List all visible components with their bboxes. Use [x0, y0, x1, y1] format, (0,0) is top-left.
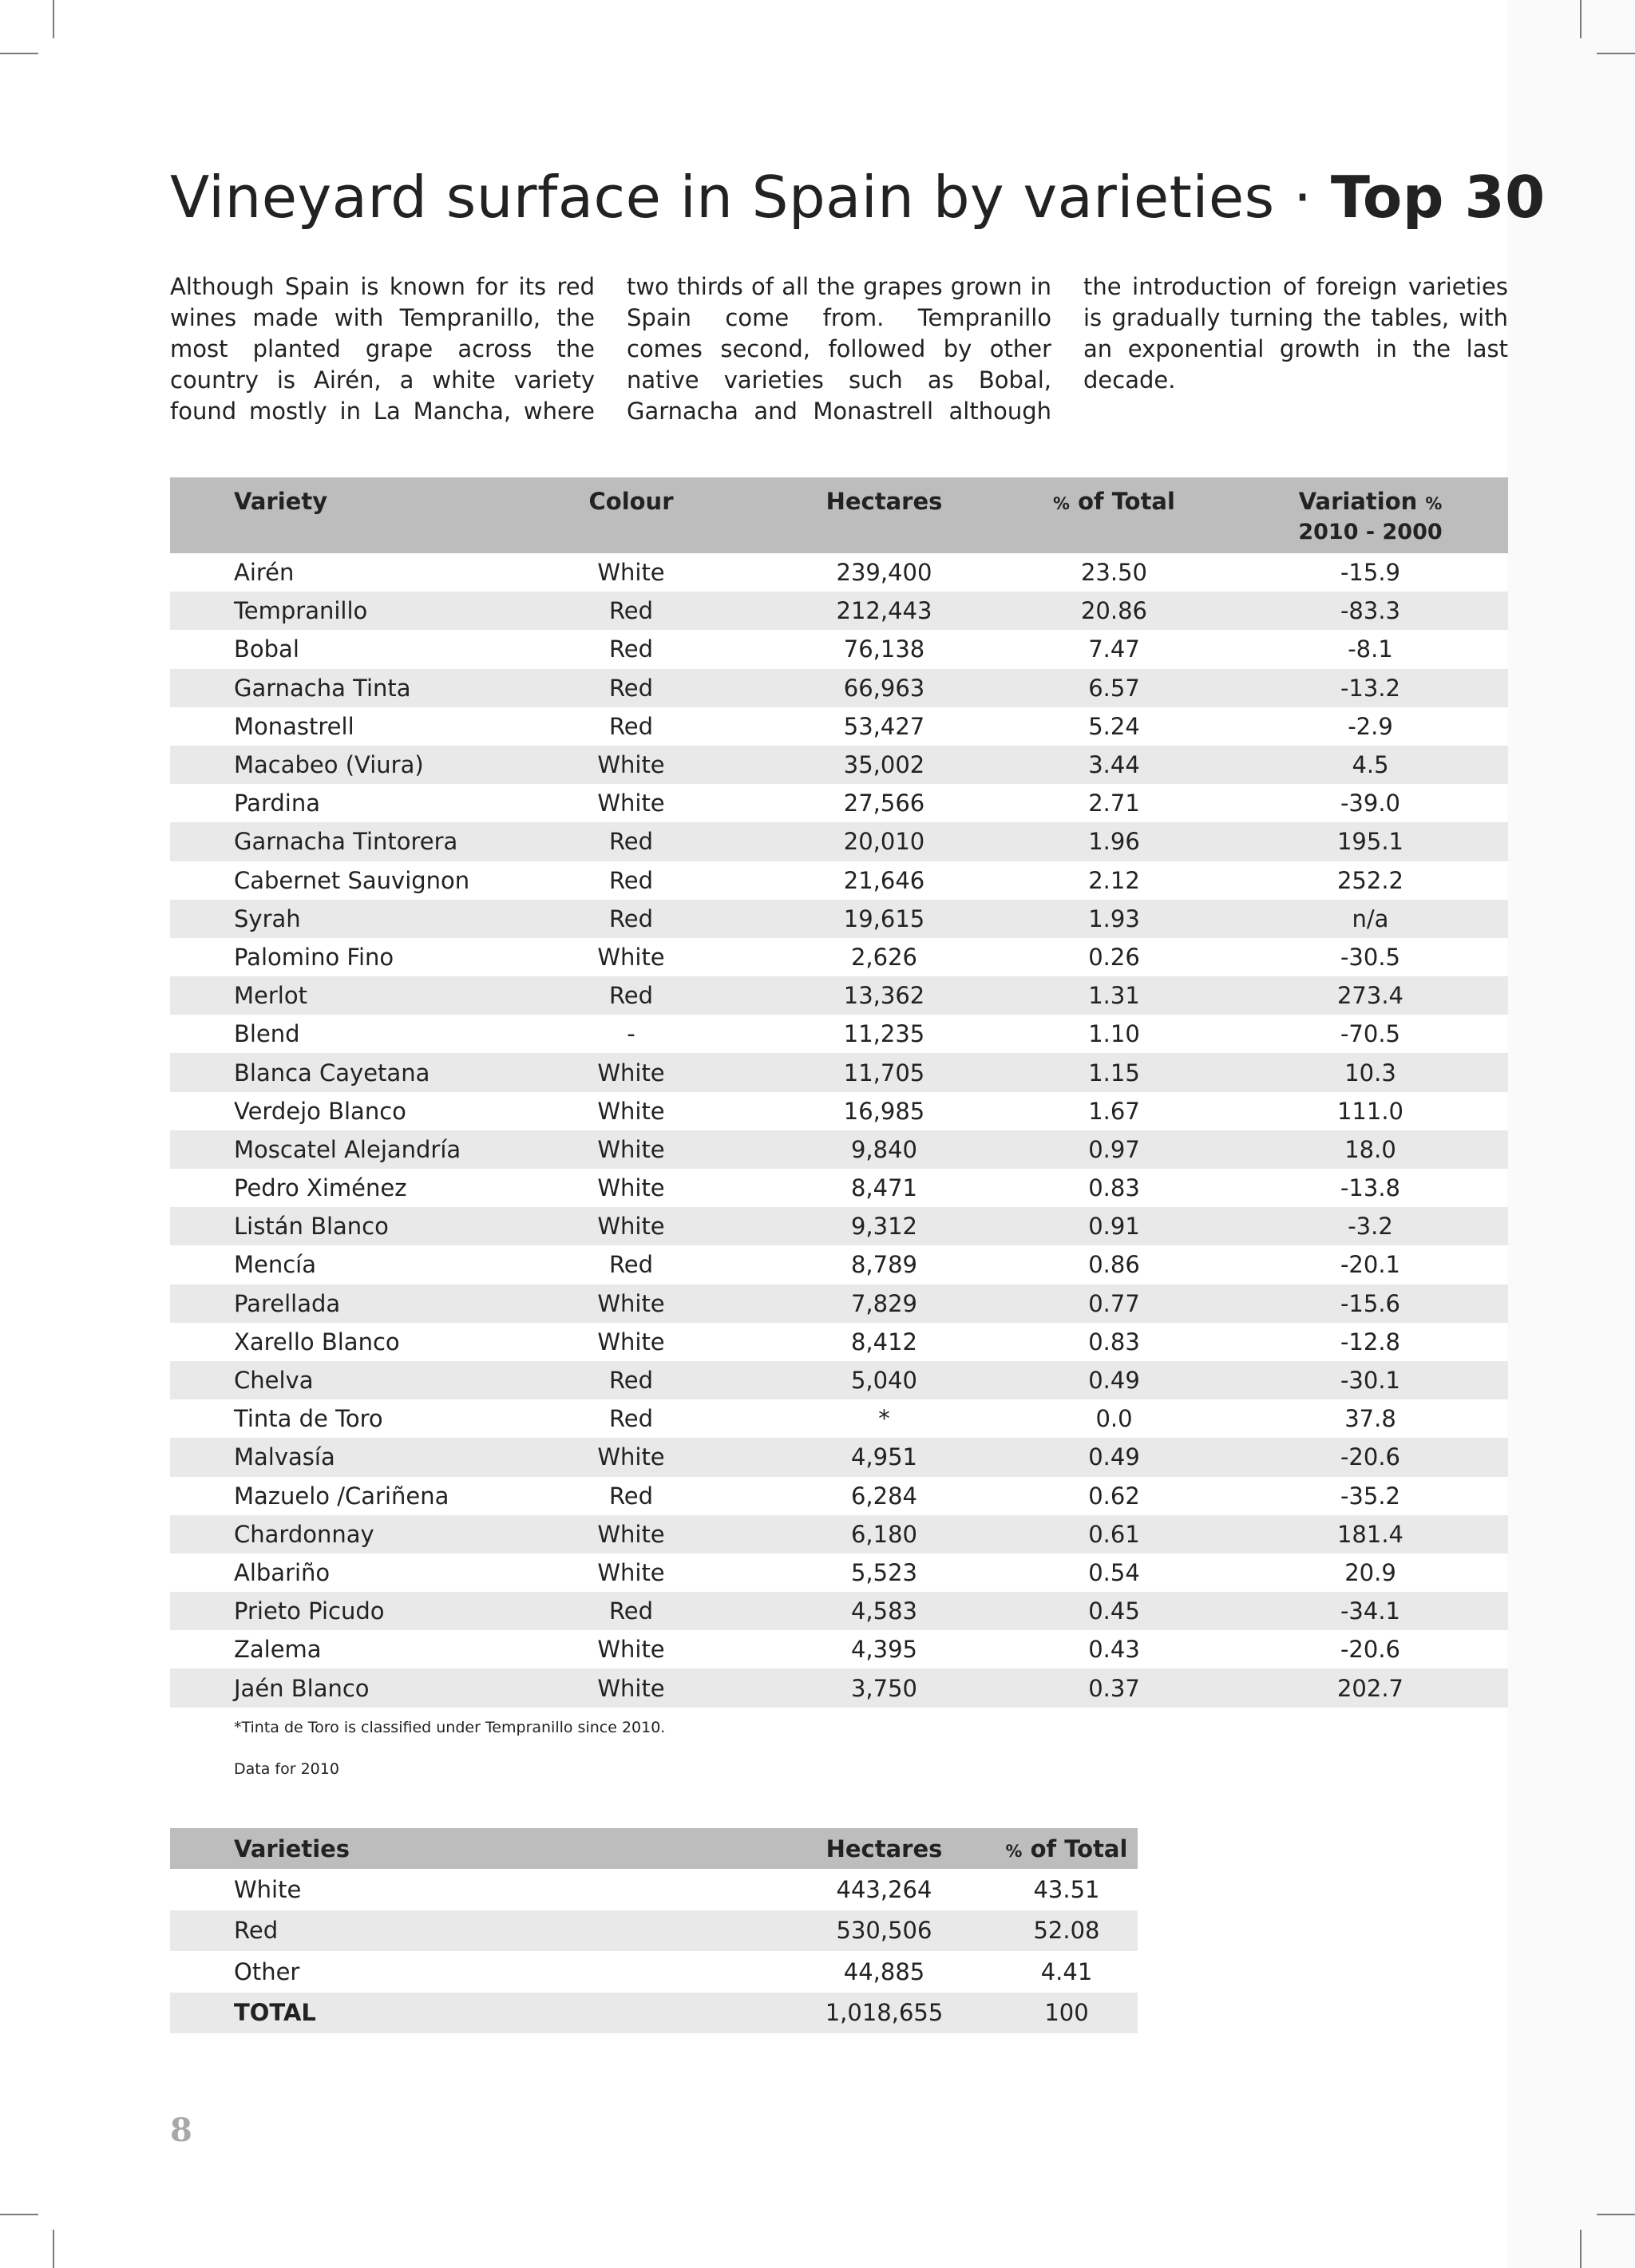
table-row [170, 1284, 1508, 1323]
colour-cell: White [597, 1636, 665, 1664]
percent-cell: 100 [996, 1993, 1138, 2034]
variety-cell: Albariño [234, 1558, 331, 1586]
percent-cell: 0.43 [1088, 1636, 1140, 1664]
table-row [170, 1053, 1508, 1091]
percent-label: of Total [1030, 1835, 1128, 1862]
variety-cell: Pardina [234, 790, 320, 817]
variation-cell: -13.2 [1233, 669, 1508, 707]
table-row [170, 1361, 1508, 1399]
table-row [170, 1438, 1508, 1476]
variety-cell: Macabeo (Viura) [170, 746, 489, 784]
variation-cell: -15.6 [1233, 1284, 1508, 1323]
varieties-cell: Red [170, 1910, 773, 1952]
page-number: 8 [170, 2112, 192, 2149]
colour-cell: Red [489, 1592, 773, 1630]
colour-cell: White [597, 1558, 665, 1586]
crop-mark [0, 2214, 38, 2215]
percent-cell: 4.41 [1040, 1957, 1093, 1985]
variation-cell: -3.2 [1233, 1207, 1508, 1245]
hectares-cell: 3,750 [773, 1668, 996, 1707]
variation-cell: 10.3 [1233, 1053, 1508, 1091]
colour-cell: Red [489, 592, 773, 630]
colour-cell: White [489, 1207, 773, 1245]
table-row [170, 630, 1508, 668]
header-percent-total [996, 477, 1233, 553]
percent-cell: 6.57 [996, 669, 1233, 707]
hectares-cell: 5,523 [850, 1558, 918, 1586]
variation-cell: 111.0 [1336, 1097, 1404, 1125]
header-hectares: Hectares [773, 477, 996, 553]
table-row [170, 822, 1508, 861]
colour-cell: Red [489, 1361, 773, 1399]
colour-cell: Red [608, 1251, 654, 1279]
percent-cell: 0.97 [996, 1130, 1233, 1169]
variety-cell: Jaén Blanco [170, 1668, 489, 1707]
variation-cell: -8.1 [1348, 635, 1393, 663]
variety-cell: Parellada [170, 1284, 489, 1323]
table-row [170, 861, 1508, 900]
variety-cell: Garnacha Tintorera [170, 822, 489, 861]
percent-cell: 43.51 [1033, 1875, 1100, 1903]
hectares-cell: 7,829 [773, 1284, 996, 1323]
page-title [170, 164, 1546, 231]
hectares-cell: 6,284 [850, 1482, 918, 1510]
hectares-cell: 1,018,655 [773, 1993, 996, 2034]
percent-cell: 7.47 [1088, 635, 1140, 663]
colour-cell: Red [608, 866, 654, 894]
percent-cell: 0.86 [1088, 1251, 1140, 1279]
totals-table [170, 1828, 1138, 2033]
colour-cell: White [597, 559, 665, 587]
table-row [170, 1015, 1508, 1053]
variety-cell: Cabernet Sauvignon [234, 866, 470, 894]
table-row [170, 669, 1508, 707]
hectares-cell: 4,395 [850, 1636, 918, 1664]
variety-cell: Airén [234, 559, 295, 587]
hectares-cell: 11,235 [843, 1020, 925, 1048]
variation-cell: -15.9 [1340, 559, 1401, 587]
hectares-cell: 21,646 [843, 866, 925, 894]
table-row [170, 938, 1508, 976]
hectares-cell: 8,789 [850, 1251, 918, 1279]
percent-cell: 0.49 [996, 1438, 1233, 1476]
hectares-cell: 530,506 [773, 1910, 996, 1952]
hectares-cell: 5,040 [773, 1361, 996, 1399]
crop-mark [0, 53, 38, 54]
variety-cell: Tempranillo [170, 592, 489, 630]
table-row [170, 1515, 1508, 1554]
colour-cell: Red [489, 669, 773, 707]
hectares-cell: 53,427 [843, 712, 925, 740]
colour-cell: White [597, 1097, 665, 1125]
colour-cell: White [597, 1174, 665, 1202]
colour-cell: White [597, 943, 665, 971]
variety-cell: Prieto Picudo [170, 1592, 489, 1630]
table-row [170, 900, 1508, 938]
hectares-cell: 2,626 [850, 943, 918, 971]
variety-cell: Blend [234, 1020, 300, 1048]
hectares-cell: 20,010 [773, 822, 996, 861]
variety-cell: Mencía [234, 1251, 317, 1279]
totals-row [170, 1951, 1138, 1993]
variation-cell: -13.8 [1340, 1174, 1401, 1202]
hectares-cell: 16,985 [843, 1097, 925, 1125]
percent-cell: 2.71 [1088, 790, 1140, 817]
hectares-cell: 76,138 [843, 635, 925, 663]
varieties-cell: TOTAL [170, 1993, 773, 2034]
variation-label: Variation [1298, 488, 1418, 515]
variety-cell: Palomino Fino [234, 943, 394, 971]
variety-cell: Pedro Ximénez [234, 1174, 407, 1202]
table-row [170, 553, 1508, 592]
percent-cell: 2.12 [1088, 866, 1140, 894]
header-varieties: Varieties [170, 1828, 773, 1869]
title-bold: Top 30 [1330, 164, 1546, 231]
header-totals-percent [996, 1828, 1138, 1869]
table-header-row [170, 477, 1508, 553]
percent-cell: 3.44 [996, 746, 1233, 784]
variation-cell: 202.7 [1233, 1668, 1508, 1707]
table-row [170, 1630, 1508, 1668]
table-row [170, 1323, 1508, 1361]
hectares-cell: 8,412 [850, 1328, 918, 1356]
table-row [170, 1092, 1508, 1130]
table-row [170, 1668, 1508, 1707]
hectares-cell: 44,885 [843, 1957, 925, 1985]
percent-cell: 0.61 [996, 1515, 1233, 1554]
variation-cell: -30.1 [1233, 1361, 1508, 1399]
variety-cell: Blanca Cayetana [170, 1053, 489, 1091]
footnote: *Tinta de Toro is classified under Tempranillo since 2010. [234, 1719, 666, 1736]
variety-cell: Mazuelo /Cariñena [234, 1482, 449, 1510]
percent-symbol: % [1005, 1842, 1023, 1861]
variation-percent-symbol: % [1425, 494, 1443, 513]
percent-cell: 1.15 [996, 1053, 1233, 1091]
page-edge-shade [1507, 0, 1635, 2268]
variety-cell: Chelva [170, 1361, 489, 1399]
table-row [170, 1554, 1508, 1592]
colour-cell: Red [489, 900, 773, 938]
variation-cell: -20.1 [1340, 1251, 1401, 1279]
totals-header-row [170, 1828, 1138, 1869]
percent-symbol: % [1053, 494, 1070, 513]
data-note: Data for 2010 [234, 1760, 339, 1778]
table-row [170, 1399, 1508, 1438]
hectares-cell: 4,583 [773, 1592, 996, 1630]
colour-cell: White [597, 1328, 665, 1356]
variety-cell: Chardonnay [170, 1515, 489, 1554]
variation-cell: -2.9 [1348, 712, 1393, 740]
variety-cell: Monastrell [234, 712, 354, 740]
percent-cell: 0.37 [996, 1668, 1233, 1707]
totals-table-body [170, 1869, 1138, 2033]
intro-paragraph: Although Spain is known for its red wines made with Tempranillo, the most planted grape across the country is Airén, a white variety found mostly in La Mancha, where two thirds of all the grapes grown in Spain come from. Tempranillo comes second, followed by other native varieties such as Bobal, Garnacha and Monastrell although the introduction of foreign varieties is gradually turning the tables, with an exponential growth in the last decade. [170, 273, 1508, 425]
percent-cell: 0.62 [1088, 1482, 1140, 1510]
totals-row [170, 1910, 1138, 1952]
variety-cell: Bobal [234, 635, 299, 663]
hectares-cell: 8,471 [850, 1174, 918, 1202]
percent-cell: 0.45 [996, 1592, 1233, 1630]
table-row [170, 1245, 1508, 1284]
table-row [170, 746, 1508, 784]
variation-cell: -34.1 [1233, 1592, 1508, 1630]
variation-cell: 273.4 [1233, 976, 1508, 1015]
table-row [170, 784, 1508, 822]
variation-period: 2010 - 2000 [1298, 520, 1443, 544]
colour-cell: White [597, 790, 665, 817]
hectares-cell: 9,312 [773, 1207, 996, 1245]
percent-cell: 1.10 [1088, 1020, 1140, 1048]
totals-row [170, 1993, 1138, 2034]
crop-mark [1597, 2214, 1635, 2215]
variation-cell: -83.3 [1233, 592, 1508, 630]
crop-mark [1580, 2230, 1582, 2268]
hectares-cell: 443,264 [836, 1875, 932, 1903]
colour-cell: White [489, 1284, 773, 1323]
hectares-cell: 19,615 [773, 900, 996, 938]
hectares-cell: 212,443 [773, 592, 996, 630]
percent-cell: 0.77 [996, 1284, 1233, 1323]
header-variety: Variety [170, 477, 489, 553]
variety-cell: Xarello Blanco [234, 1328, 400, 1356]
hectares-cell: 239,400 [836, 559, 932, 587]
header-totals-hectares: Hectares [773, 1828, 996, 1869]
percent-cell: 52.08 [996, 1910, 1138, 1952]
varieties-table [170, 477, 1508, 1708]
colour-cell: White [489, 1668, 773, 1707]
hectares-cell: 6,180 [773, 1515, 996, 1554]
variation-cell: 20.9 [1344, 1558, 1396, 1586]
percent-cell: 5.24 [1088, 712, 1140, 740]
percent-cell: 1.31 [996, 976, 1233, 1015]
variety-cell: Listán Blanco [170, 1207, 489, 1245]
variety-cell: Tinta de Toro [234, 1405, 383, 1433]
variation-cell: 4.5 [1233, 746, 1508, 784]
colour-cell: Red [608, 712, 654, 740]
colour-cell: Red [489, 976, 773, 1015]
percent-cell: 0.54 [1088, 1558, 1140, 1586]
variation-cell: -35.2 [1340, 1482, 1401, 1510]
crop-mark [53, 0, 54, 38]
variation-cell: 181.4 [1233, 1515, 1508, 1554]
variety-cell: Moscatel Alejandría [170, 1130, 489, 1169]
hectares-cell: * [878, 1405, 890, 1433]
colour-cell: White [489, 746, 773, 784]
table-row [170, 976, 1508, 1015]
hectares-cell: 9,840 [773, 1130, 996, 1169]
colour-cell: White [489, 1130, 773, 1169]
colour-cell: - [627, 1020, 635, 1048]
hectares-cell: 13,362 [773, 976, 996, 1015]
varieties-cell: Other [234, 1957, 300, 1985]
variation-cell: -20.6 [1340, 1636, 1401, 1664]
variation-cell: -30.5 [1340, 943, 1401, 971]
crop-mark [53, 2230, 54, 2268]
varieties-cell: White [234, 1875, 302, 1903]
variety-cell: Malvasía [170, 1438, 489, 1476]
crop-mark [1597, 53, 1635, 54]
variety-cell: Garnacha Tinta [170, 669, 489, 707]
variation-cell: -70.5 [1340, 1020, 1401, 1048]
header-variation [1233, 477, 1508, 553]
variation-cell: -12.8 [1340, 1328, 1401, 1356]
percent-cell: 0.83 [1088, 1328, 1140, 1356]
variation-cell: 18.0 [1233, 1130, 1508, 1169]
percent-label: of Total [1078, 488, 1175, 515]
percent-cell: 0.0 [1095, 1405, 1133, 1433]
variation-cell: n/a [1233, 900, 1508, 938]
colour-cell: White [489, 1053, 773, 1091]
hectares-cell: 35,002 [773, 746, 996, 784]
variety-cell: Zalema [234, 1636, 322, 1664]
percent-cell: 0.83 [1088, 1174, 1140, 1202]
hectares-cell: 4,951 [773, 1438, 996, 1476]
variety-cell: Merlot [170, 976, 489, 1015]
table-row [170, 1130, 1508, 1169]
variety-cell: Verdejo Blanco [234, 1097, 406, 1125]
colour-cell: Red [608, 1482, 654, 1510]
table-row [170, 1477, 1508, 1515]
variation-cell: -20.6 [1233, 1438, 1508, 1476]
colour-cell: White [489, 1438, 773, 1476]
hectares-cell: 11,705 [773, 1053, 996, 1091]
variety-cell: Syrah [170, 900, 489, 938]
variation-cell: 37.8 [1344, 1405, 1396, 1433]
table-row [170, 592, 1508, 630]
title-main: Vineyard surface in Spain by varieties · [170, 164, 1331, 231]
colour-cell: Red [489, 822, 773, 861]
percent-cell: 1.67 [1088, 1097, 1140, 1125]
table-row [170, 1207, 1508, 1245]
percent-cell: 1.93 [996, 900, 1233, 938]
variation-cell: 195.1 [1233, 822, 1508, 861]
percent-cell: 0.91 [996, 1207, 1233, 1245]
crop-mark [1580, 0, 1582, 38]
percent-cell: 0.26 [1088, 943, 1140, 971]
table-row [170, 1169, 1508, 1207]
variation-cell: 252.2 [1336, 866, 1404, 894]
percent-cell: 20.86 [996, 592, 1233, 630]
percent-cell: 0.49 [996, 1361, 1233, 1399]
varieties-table-body [170, 553, 1508, 1708]
colour-cell: White [489, 1515, 773, 1554]
colour-cell: Red [608, 635, 654, 663]
variation-cell: -39.0 [1340, 790, 1401, 817]
totals-row [170, 1869, 1138, 1910]
header-colour: Colour [489, 477, 773, 553]
hectares-cell: 66,963 [773, 669, 996, 707]
colour-cell: Red [608, 1405, 654, 1433]
percent-cell: 1.96 [996, 822, 1233, 861]
table-row [170, 707, 1508, 746]
table-row [170, 1592, 1508, 1630]
percent-cell: 23.50 [1080, 559, 1148, 587]
hectares-cell: 27,566 [843, 790, 925, 817]
